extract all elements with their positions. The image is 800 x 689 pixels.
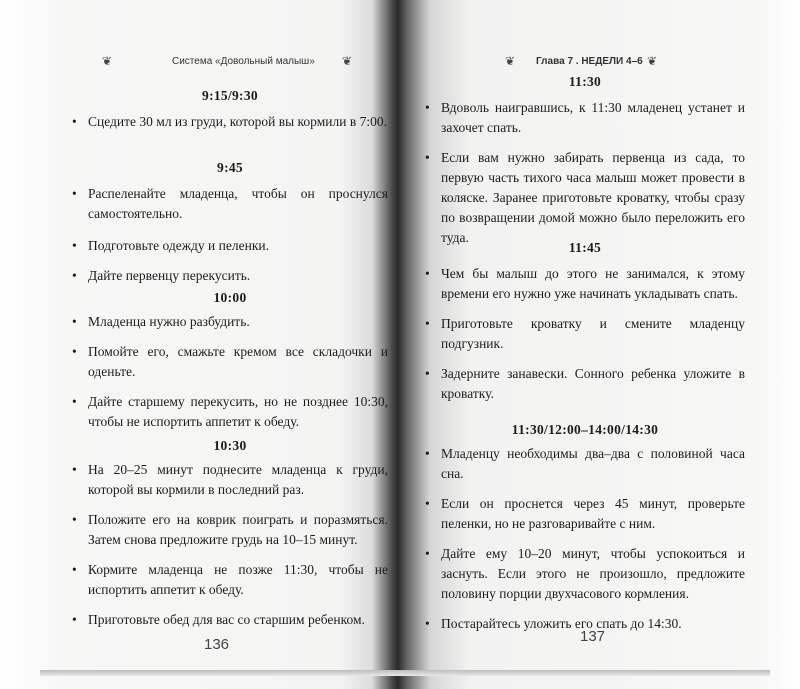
schedule-item-text: Если он проснется через 45 минут, проверьте пеленки, но не разговаривайте с ним. [441,496,745,531]
schedule-item-text: Если вам нужно забирать первенца из сада, то первую часть тихого часа малыш может провести в коляске. Заранее приготовьте кроватку, чтобы сразу по возвращении домой можно было переложить его туда. [441,150,745,245]
time-heading: 10:00 [213,290,247,305]
schedule-item [72,510,388,550]
schedule-item [72,184,388,224]
schedule-item [72,342,388,382]
bullet-icon: • [425,266,430,281]
bullet-icon: • [72,394,77,409]
leaf-ornament-icon: ❦ [647,54,658,68]
bullet-icon: • [425,496,430,511]
schedule-item-text: Распеленайте младенца, чтобы он проснулся самостоятельно. [88,186,388,221]
schedule-item-text: Дайте ему 10–20 минут, чтобы успокоиться и заснуть. Если этого не произошло, предложите половину порции двухчасового кормления. [441,546,745,601]
schedule-item [425,544,745,604]
schedule-item [425,314,745,354]
time-heading: 11:30 [568,74,602,89]
left-running-head [72,56,388,76]
right-running-head-text: Глава 7 . НЕДЕЛИ 4–6 [536,56,643,67]
schedule-item [72,312,388,332]
schedule-item-text: Сцедите 30 мл из груди, которой вы кормили в 7:00. [88,114,387,129]
schedule-item [425,148,745,248]
schedule-section [72,288,388,432]
schedule-item [72,266,388,286]
bullet-icon: • [72,562,77,577]
time-heading: 9:15/9:30 [202,88,258,103]
page-number: 136 [204,636,230,653]
schedule-item [425,98,745,138]
time-heading: 10:30 [213,438,247,453]
schedule-item-text: Дайте первенцу перекусить. [88,268,251,283]
bullet-icon: • [72,114,77,129]
schedule-item-text: Чем бы малыш до этого не занимался, к этому времени его нужно уже начинать укладывать спать. [441,266,745,301]
time-heading: 11:30/12:00–14:00/14:30 [511,422,659,437]
bullet-icon: • [72,314,77,329]
left-running-head-text: Система «Довольный малыш» [172,56,315,67]
bullet-icon: • [425,446,430,461]
schedule-item-text: Дайте старшему перекусить, но не позднее 10:30, чтобы не испортить аппетит к обеду. [88,394,388,429]
schedule-item-text: Помойте его, смажьте кремом все складочки и оденьте. [88,344,388,379]
bullet-icon: • [72,462,77,477]
bullet-icon: • [72,512,77,527]
bullet-icon: • [72,344,77,359]
bullet-icon: • [425,616,430,631]
schedule-item-text: На 20–25 минут поднесите младенца к груди, которой вы кормили в последний раз. [88,462,388,497]
bullet-icon: • [72,238,77,253]
bullet-icon: • [425,100,430,115]
schedule-item-text: Кормите младенца не позже 11:30, чтобы не испортить аппетит к обеду. [88,562,388,597]
schedule-section [72,158,388,286]
leaf-ornament-icon: ❦ [505,54,516,68]
schedule-item [72,236,388,256]
page-bottom-edge [40,670,770,676]
bullet-icon: • [425,546,430,561]
schedule-item [425,364,745,404]
bullet-icon: • [72,186,77,201]
schedule-item [72,460,388,500]
schedule-item-text: Вдоволь наигравшись, к 11:30 младенец устанет и захочет спать. [441,100,745,135]
schedule-item-text: Младенцу необходимы два–два с половиной часа сна. [441,446,745,481]
leaf-ornament-icon: ❦ [342,54,353,68]
schedule-section [425,420,745,634]
schedule-item [425,444,745,484]
schedule-section [425,238,745,404]
leaf-ornament-icon: ❦ [102,54,113,68]
schedule-item [425,264,745,304]
schedule-item [72,560,388,600]
time-heading: 9:45 [217,160,243,175]
bullet-icon: • [72,612,77,627]
schedule-item-text: Приготовьте обед для вас со старшим ребенком. [88,612,365,627]
bullet-icon: • [425,366,430,381]
schedule-item-text: Приготовьте кроватку и смените младенцу подгузник. [441,316,745,351]
schedule-item [72,610,388,630]
schedule-section [72,86,388,132]
time-heading: 11:45 [568,240,602,255]
schedule-item-text: Постарайтесь уложить его спать до 14:30. [441,616,682,631]
schedule-item-text: Положите его на коврик поиграть и поразмяться. Затем снова предложите грудь на 10–15 минут. [88,512,388,547]
schedule-section [72,436,388,630]
page-number: 137 [580,628,606,645]
schedule-item-text: Задерните занавески. Сонного ребенка уложите в кроватку. [441,366,745,401]
schedule-section [425,72,745,248]
bullet-icon: • [72,268,77,283]
schedule-item [72,392,388,432]
bullet-icon: • [425,150,430,165]
bullet-icon: • [425,316,430,331]
schedule-item-text: Младенца нужно разбудить. [88,314,250,329]
schedule-item [72,112,388,132]
schedule-item-text: Подготовьте одежду и пеленки. [88,238,269,253]
schedule-item [425,494,745,534]
